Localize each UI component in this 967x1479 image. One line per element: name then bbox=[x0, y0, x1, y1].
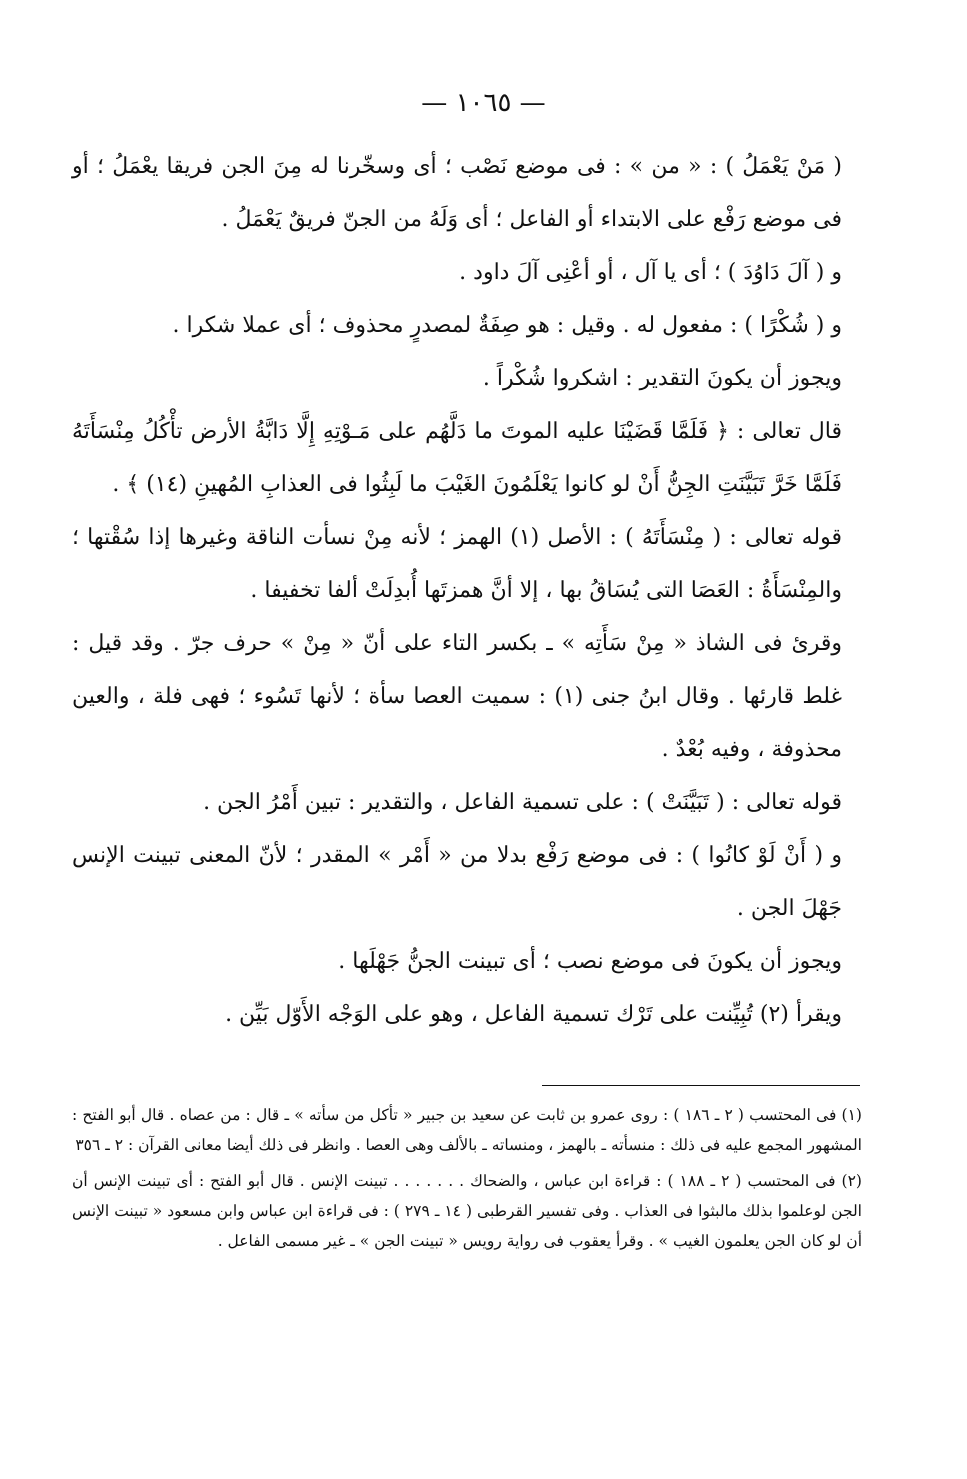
paragraph-al-dawud: و ( آلَ دَاوُدَ ) ؛ أى يا آل ، أو أعْنِى آلَ داود . bbox=[459, 260, 842, 285]
paragraph-shadh-reading: وقرئ فى الشاذ « مِنْ سَأَتِه » ـ بكسر التاء على أنّ « مِنْ » حرف جرّ . وقد قيل : غلط قارئها . وقال ابنُ جنى (١) : سميت العصا سأة ؛ لأنها تَسُوء ؛ فهى فلة ، والعين محذوفة ، وفيه بُعْدٌ . bbox=[72, 631, 842, 762]
paragraph-ushkuru: ويجوز أن يكونَ التقدير : اشكروا شُكْراً . bbox=[482, 366, 842, 391]
paragraph-passive-reading: ويقرأ (٢) تُبِيِّنت على تَرْك تسمية الفاعل ، وهو على الوَجْه الأَوّل بَيِّن . bbox=[225, 1002, 842, 1027]
paragraph-shukran: و ( شُكْرًا ) : مفعول له . وقيل : هو صِفَةٌ لمصدرٍ محذوف ؛ أى عملا شكرا . bbox=[172, 313, 842, 338]
footnote-2: (٢) فى المحتسب ( ٢ ـ ١٨٨ ) : قراءة ابن عباس ، والضحاك . . . . . . . تبينت الإنس . قال أبو الفتح : أى تبينت الإنس أن الجن لوعلموا بذلك مالبثوا فى العذاب . وفى تفسير القرطبى ( ١٤ ـ ٢٧٩ ) : فى قراءة ابن عباس وابن مسعود « تبينت الإنس أن لو كان الجن يعلمون الغيب » . وقرأ يعقوب فى رواية رويس « تبينت الجن » ـ غير مسمى الفاعل . bbox=[72, 1172, 862, 1250]
paragraph-an-law-kanu: و ( أَنْ لَوْ كانُوا ) : فى موضع رَفْع بدلا من « أَمْر » المقدر ؛ لأنّ المعنى تبينت الإنس جَهْلَ الجن . bbox=[72, 843, 842, 921]
footnote-1: (١) فى المحتسب ( ٢ ـ ١٨٦ ) : روى عمرو بن ثابت عن سعيد بن جبير « تأكل من سأته » ـ قال : من عصاه . قال أبو الفتح : المشهور المجمع عليه فى ذلك : منسأته ـ بالهمز ، ومنساته ـ بالألف وهى العصا . وانظر فى ذلك أيضا معانى القرآن : ٢ ـ ٣٥٦ bbox=[72, 1106, 862, 1154]
paragraph-minsaatahu: قوله تعالى : ( مِنْسَأَتَهُ ) : الأصل (١) الهمز ؛ لأنه مِنْ نسأت الناقة وغيرها إذا سُقْتها ؛ والمِنْسَأَةُ : العَصَا التى يُسَاقُ بها ، إلا أنَّ همزتَها أُبدِلَتْ ألفا تخفيفا . bbox=[72, 525, 842, 603]
footnotes bbox=[72, 1100, 862, 1256]
paragraph-tabayyanat: قوله تعالى : ( تَبَيَّنَتْ ) : على تسمية الفاعل ، والتقدير : تبين أَمْرُ الجن . bbox=[203, 790, 842, 815]
main-text bbox=[72, 140, 842, 1041]
paragraph-man-yamal: ( مَنْ يَعْمَلُ ) : « من » : فى موضع نَصْب ؛ أى وسخّرنا له مِنَ الجن فريقا يعْمَلُ ؛ أو فى موضع رَفْع على الابتداء أو الفاعل ؛ أى وَلَهُ من الجنّ فريقٌ يَعْمَلُ . bbox=[72, 154, 842, 232]
paragraph-quran-verse: قال تعالى : ﴿ فَلَمَّا قَضَيْنَا عليه الموتَ ما دَلَّهُم على مَـوْتِهِ إِلَّا دَابَّةُ الأرض تأْكُلُ مِنْسَأَتَهُ فَلَمَّا خَرَّ تَبَيَّنَتِ الجِنُّ أَنْ لو كانوا يَعْلَمُونَ الغَيْبَ ما لَبِثُوا فى العذابِ المُهينِ (١٤) ﴾ . bbox=[72, 419, 842, 497]
page-number: — ١٠٦٥ — bbox=[421, 88, 546, 118]
footnote-divider bbox=[542, 1085, 860, 1086]
paragraph-nasb: ويجوز أن يكونَ فى موضع نصب ؛ أى تبينت الجنُّ جَهْلَها . bbox=[338, 949, 842, 974]
